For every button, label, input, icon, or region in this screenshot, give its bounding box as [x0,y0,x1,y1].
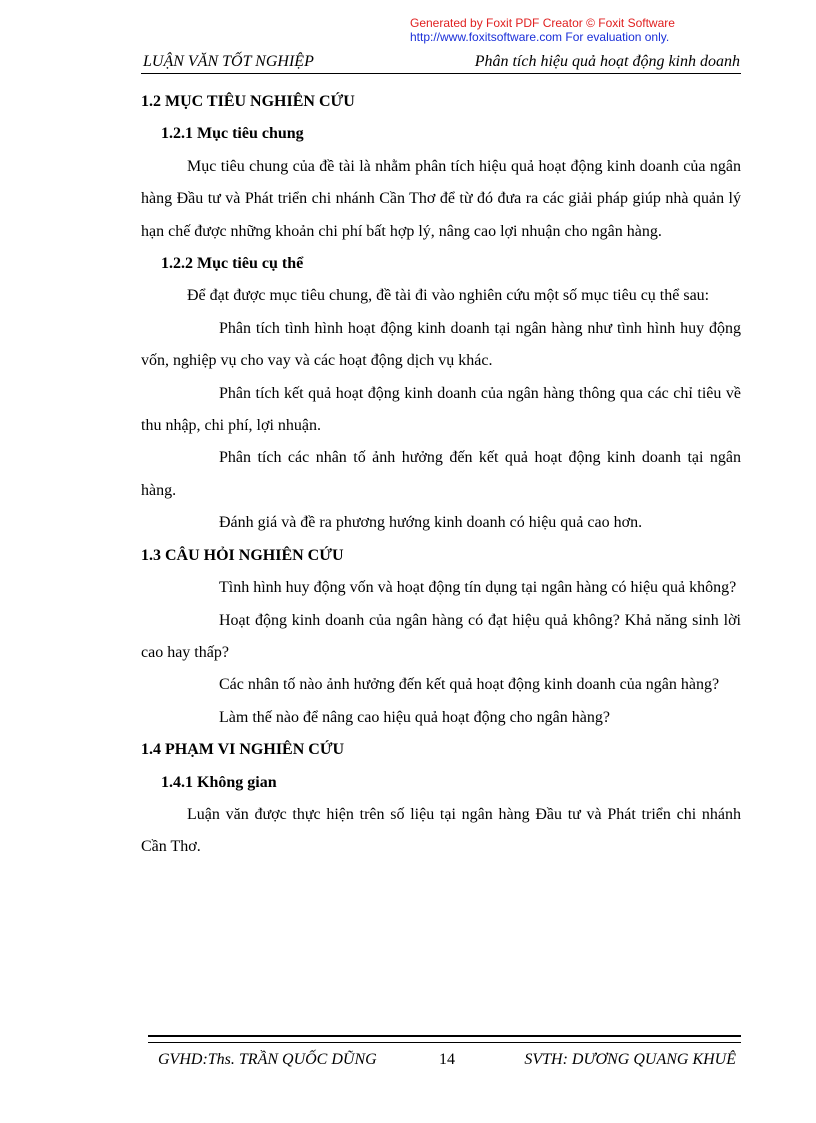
footer-student: SVTH: DƯƠNG QUANG KHUÊ [524,1051,736,1068]
page-number: 14 [439,1051,455,1068]
research-question: Làm thế nào để nâng cao hiệu quả hoạt động cho ngân hàng? [219,708,610,726]
section-1-4-1-heading: 1.4.1 Không gian [161,773,277,791]
objective-item: Phân tích tình hình hoạt động kinh doanh tại ngân hàng như tình hình huy động vốn, nghiệp vụ cho vay và các hoạt động dịch vụ khác. [141,319,741,370]
objective-item: Đánh giá và đề ra phương hướng kinh doanh có hiệu quả cao hơn. [219,514,643,532]
header-divider [141,73,741,74]
paragraph: Để đạt được mục tiêu chung, đề tài đi vào nghiên cứu một số mục tiêu cụ thể sau: [187,287,710,305]
section-1-2-heading: 1.2 MỤC TIÊU NGHIÊN CỨU [141,93,355,110]
footer-divider [148,1035,741,1043]
watermark-line-1: Generated by Foxit PDF Creator © Foxit Software [410,16,675,30]
header-thesis-title: Phân tích hiệu quả hoạt động kinh doanh [474,53,740,70]
paragraph: Mục tiêu chung của đề tài là nhằm phân tích hiệu quả hoạt động kinh doanh của ngân hàng Đầu tư và Phát triển chi nhánh Cần Thơ để từ đó đưa ra các giải pháp giúp nhà quản lý hạn chế được những khoản chi phí bất hợp lý, nâng cao lợi nhuận cho ngân hàng. [141,157,741,240]
watermark-line-2: http://www.foxitsoftware.com For evaluation only. [410,30,670,44]
objective-item: Phân tích các nhân tố ảnh hưởng đến kết quả hoạt động kinh doanh tại ngân hàng. [141,449,741,499]
research-question: Các nhân tố nào ảnh hưởng đến kết quả hoạt động kinh doanh của ngân hàng? [219,676,720,694]
section-1-3-heading: 1.3 CÂU HỎI NGHIÊN CỨU [141,546,344,564]
foxit-watermark [410,16,710,44]
footer-advisor: GVHD:Ths. TRẦN QUỐC DŨNG [158,1051,377,1068]
section-1-2-1-heading: 1.2.1 Mục tiêu chung [161,125,304,143]
document-body [141,86,741,864]
header-thesis-label: LUẬN VĂN TỐT NGHIỆP [143,53,314,70]
section-1-4-heading: 1.4 PHẠM VI NGHIÊN CỨU [141,741,345,759]
research-question: Hoạt động kinh doanh của ngân hàng có đạt hiệu quả không? Khả năng sinh lời cao hay thấp? [141,611,741,661]
objective-item: Phân tích kết quả hoạt động kinh doanh của ngân hàng thông qua các chỉ tiêu về thu nhập, chi phí, lợi nhuận. [141,384,741,435]
paragraph: Luận văn được thực hiện trên số liệu tại ngân hàng Đầu tư và Phát triển chi nhánh Cần Thơ. [141,805,741,856]
section-1-2-2-heading: 1.2.2 Mục tiêu cụ thể [161,255,304,273]
research-question: Tình hình huy động vốn và hoạt động tín dụng tại ngân hàng có hiệu quả không? [219,579,737,597]
